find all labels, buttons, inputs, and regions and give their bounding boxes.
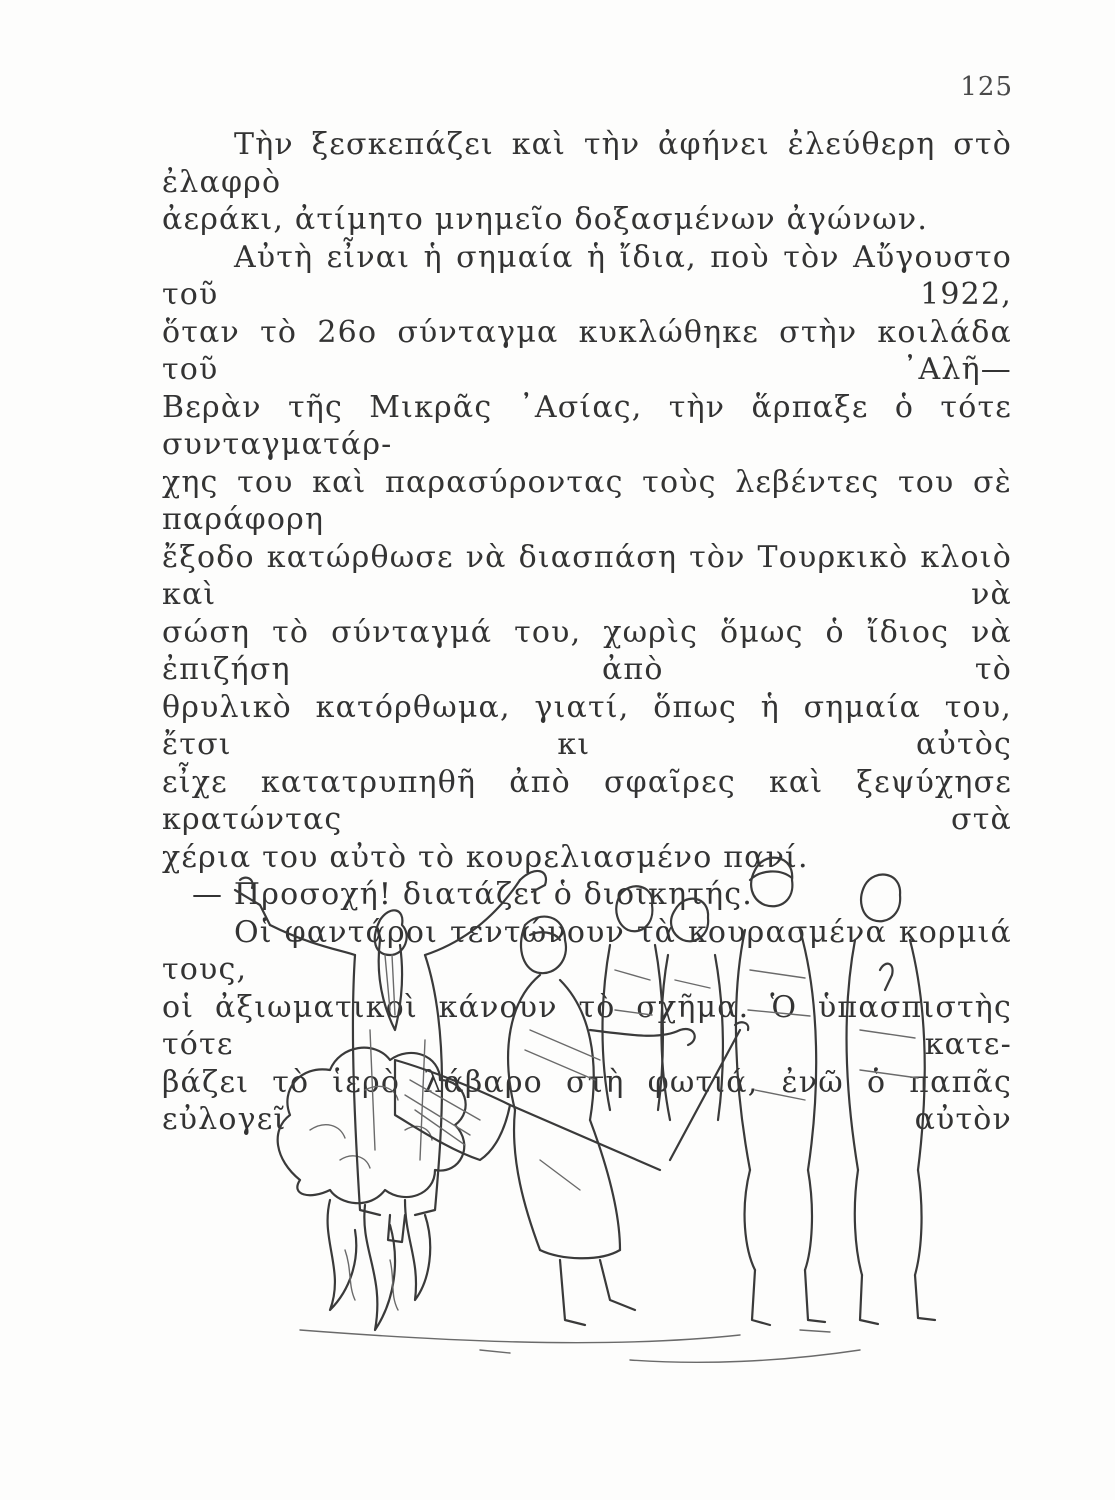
dialogue-line: — Προσοχή! διατάζει ὁ διοικητής. — [192, 877, 753, 912]
paragraph-1-line-2: ἀεράκι, ἀτίμητο μνημεῖο δοξασμένων ἀγώνων. — [162, 202, 929, 237]
paragraph-2-line-2: ὅταν τὸ 26ο σύνταγμα κυκλώθηκε στὴν κοιλάδα τοῦ ᾿Αλῆ— — [162, 314, 1012, 387]
page-number: 125 — [960, 72, 1013, 102]
flames — [328, 1200, 431, 1330]
flag — [395, 1060, 660, 1170]
paragraph-2-line-8: εἶχε κατατρυπηθῆ ἀπὸ σφαῖρες καὶ ξεψύχησε κρατώντας στὰ — [162, 764, 1012, 837]
paragraph-2-line-6: σώση τὸ σύνταγμά του, χωρὶς ὅμως ὁ ἴδιος νὰ ἐπιζήση ἀπὸ τὸ — [162, 614, 1012, 687]
soldier-1 — [603, 886, 663, 1110]
adjutant-figure — [508, 917, 695, 1325]
paragraph-2-line-3: Βερὰν τῆς Μικρᾶς ᾿Ασίας, τὴν ἅρπαξε ὁ τότε συνταγματάρ- — [162, 389, 1012, 462]
paragraph-2-line-1: Αὐτὴ εἶναι ἡ σημαία ἡ ἴδια, ποὺ τὸν Αὔγουστο τοῦ 1922, — [162, 239, 1012, 312]
soldier-3 — [847, 875, 935, 1324]
paragraph-4-line-3: βάζει τὸ ἱερὸ λάβαρο στὴ φωτιά, ἐνῶ ὁ παπᾶς εὐλογεῖ αὐτὸν — [162, 1064, 1012, 1137]
ground — [300, 1330, 860, 1362]
paragraph-4-line-2: οἱ ἀξιωματικοὶ κάνουν τὸ σχῆμα. Ὁ ὑπασπιστὴς τότε κατε- — [162, 989, 1012, 1062]
paragraph-2-line-7: θρυλικὸ κατόρθωμα, γιατί, ὅπως ἡ σημαία του, ἔτσι κι αὐτὸς — [162, 689, 1012, 762]
illustration-drawing — [180, 830, 980, 1390]
soldier-2 — [661, 899, 722, 1120]
paragraph-1-line-1: Τὴν ξεσκεπάζει καὶ τὴν ἀφήνει ἐλεύθερη στὸ ἐλαφρὸ — [162, 127, 1012, 200]
illustration-flag-ceremony — [180, 830, 980, 1390]
priest-figure — [235, 871, 546, 1242]
officer-with-sword — [670, 858, 825, 1325]
paragraph-4-line-1: Οἱ φαντάροι τεντώνουν τὰ κουρασμένα κορμιά τους, — [162, 914, 1012, 987]
paragraph-2-line-9: χέρια του αὐτὸ τὸ κουρελιασμένο πανί. — [162, 839, 809, 875]
paragraph-2-line-5: ἔξοδο κατώρθωσε νὰ διασπάση τὸν Τουρκικὸ κλοιὸ καὶ νὰ — [162, 539, 1012, 612]
paragraph-2-line-4: χης του καὶ παρασύροντας τοὺς λεβέντες του σὲ παράφορη — [162, 464, 1012, 537]
